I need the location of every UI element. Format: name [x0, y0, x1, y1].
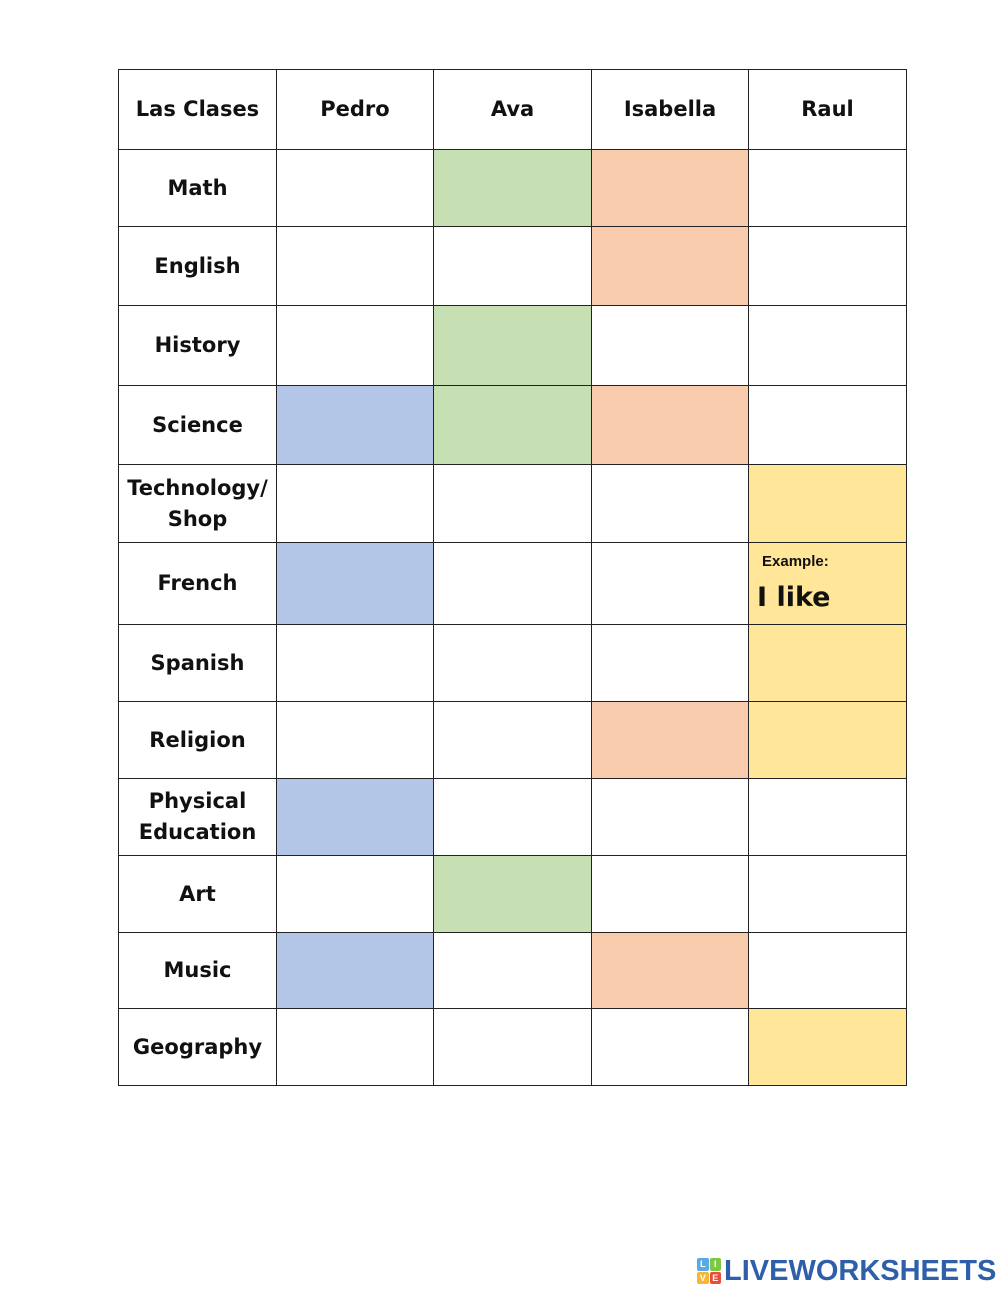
cell-pedro[interactable]	[277, 465, 434, 543]
cell-pedro[interactable]	[277, 856, 434, 933]
row-art	[119, 856, 907, 933]
example-text: I like	[757, 582, 831, 613]
row-english	[119, 227, 907, 306]
cell-pedro[interactable]	[277, 306, 434, 386]
cell-isabella[interactable]	[592, 933, 749, 1009]
class-label: Music	[119, 933, 277, 1009]
row-geography	[119, 1009, 907, 1086]
cell-pedro[interactable]	[277, 1009, 434, 1086]
logo-mark-letter: E	[710, 1272, 722, 1285]
row-spanish	[119, 625, 907, 702]
row-math	[119, 150, 907, 227]
cell-ava[interactable]	[434, 1009, 592, 1086]
cell-pedro[interactable]	[277, 702, 434, 779]
cell-raul[interactable]	[749, 779, 907, 856]
cell-raul[interactable]	[749, 227, 907, 306]
logo-mark-letter: V	[697, 1272, 709, 1285]
cell-isabella[interactable]	[592, 386, 749, 465]
cell-pedro[interactable]	[277, 227, 434, 306]
row-religion	[119, 702, 907, 779]
header-raul: Raul	[749, 70, 907, 150]
cell-ava[interactable]	[434, 150, 592, 227]
header-isabella: Isabella	[592, 70, 749, 150]
cell-isabella[interactable]	[592, 856, 749, 933]
cell-isabella[interactable]	[592, 779, 749, 856]
cell-ava[interactable]	[434, 625, 592, 702]
cell-raul[interactable]	[749, 386, 907, 465]
cell-raul[interactable]	[749, 1009, 907, 1086]
class-label: Physical Education	[119, 779, 277, 856]
logo-text: LIVEWORKSHEETS	[724, 1254, 997, 1287]
cell-isabella[interactable]	[592, 702, 749, 779]
liveworksheets-logo	[697, 1256, 996, 1286]
class-label: French	[119, 543, 277, 625]
header-las-clases: Las Clases	[119, 70, 277, 150]
cell-isabella[interactable]	[592, 543, 749, 625]
cell-ava[interactable]	[434, 543, 592, 625]
cell-ava[interactable]	[434, 779, 592, 856]
class-label: Art	[119, 856, 277, 933]
cell-isabella[interactable]	[592, 625, 749, 702]
cell-raul[interactable]	[749, 465, 907, 543]
row-physical-education	[119, 779, 907, 856]
logo-mark-letter: L	[697, 1258, 709, 1271]
logo-mark-letter: I	[710, 1258, 722, 1271]
row-french	[119, 543, 907, 625]
class-label: Religion	[119, 702, 277, 779]
cell-isabella[interactable]	[592, 150, 749, 227]
logo-mark-icon	[697, 1258, 721, 1284]
row-history	[119, 306, 907, 386]
cell-pedro[interactable]	[277, 625, 434, 702]
cell-ava[interactable]	[434, 465, 592, 543]
cell-raul[interactable]	[749, 933, 907, 1009]
class-label: Science	[119, 386, 277, 465]
cell-raul[interactable]	[749, 625, 907, 702]
cell-pedro[interactable]	[277, 543, 434, 625]
cell-raul-example[interactable]	[749, 543, 907, 625]
cell-raul[interactable]	[749, 306, 907, 386]
cell-isabella[interactable]	[592, 1009, 749, 1086]
cell-isabella[interactable]	[592, 227, 749, 306]
class-label: Math	[119, 150, 277, 227]
classes-table	[118, 69, 907, 1086]
cell-raul[interactable]	[749, 856, 907, 933]
cell-raul[interactable]	[749, 702, 907, 779]
class-label: History	[119, 306, 277, 386]
cell-raul[interactable]	[749, 150, 907, 227]
header-row	[119, 70, 907, 150]
cell-ava[interactable]	[434, 933, 592, 1009]
cell-pedro[interactable]	[277, 386, 434, 465]
class-label: Geography	[119, 1009, 277, 1086]
class-label: English	[119, 227, 277, 306]
cell-isabella[interactable]	[592, 306, 749, 386]
row-science	[119, 386, 907, 465]
cell-pedro[interactable]	[277, 933, 434, 1009]
row-technology-shop	[119, 465, 907, 543]
cell-pedro[interactable]	[277, 779, 434, 856]
cell-ava[interactable]	[434, 306, 592, 386]
cell-isabella[interactable]	[592, 465, 749, 543]
cell-pedro[interactable]	[277, 150, 434, 227]
cell-ava[interactable]	[434, 227, 592, 306]
cell-ava[interactable]	[434, 702, 592, 779]
class-label: Spanish	[119, 625, 277, 702]
row-music	[119, 933, 907, 1009]
header-ava: Ava	[434, 70, 592, 150]
cell-ava[interactable]	[434, 386, 592, 465]
example-label: Example:	[762, 553, 829, 570]
header-pedro: Pedro	[277, 70, 434, 150]
class-label: Technology/ Shop	[119, 465, 277, 543]
cell-ava[interactable]	[434, 856, 592, 933]
